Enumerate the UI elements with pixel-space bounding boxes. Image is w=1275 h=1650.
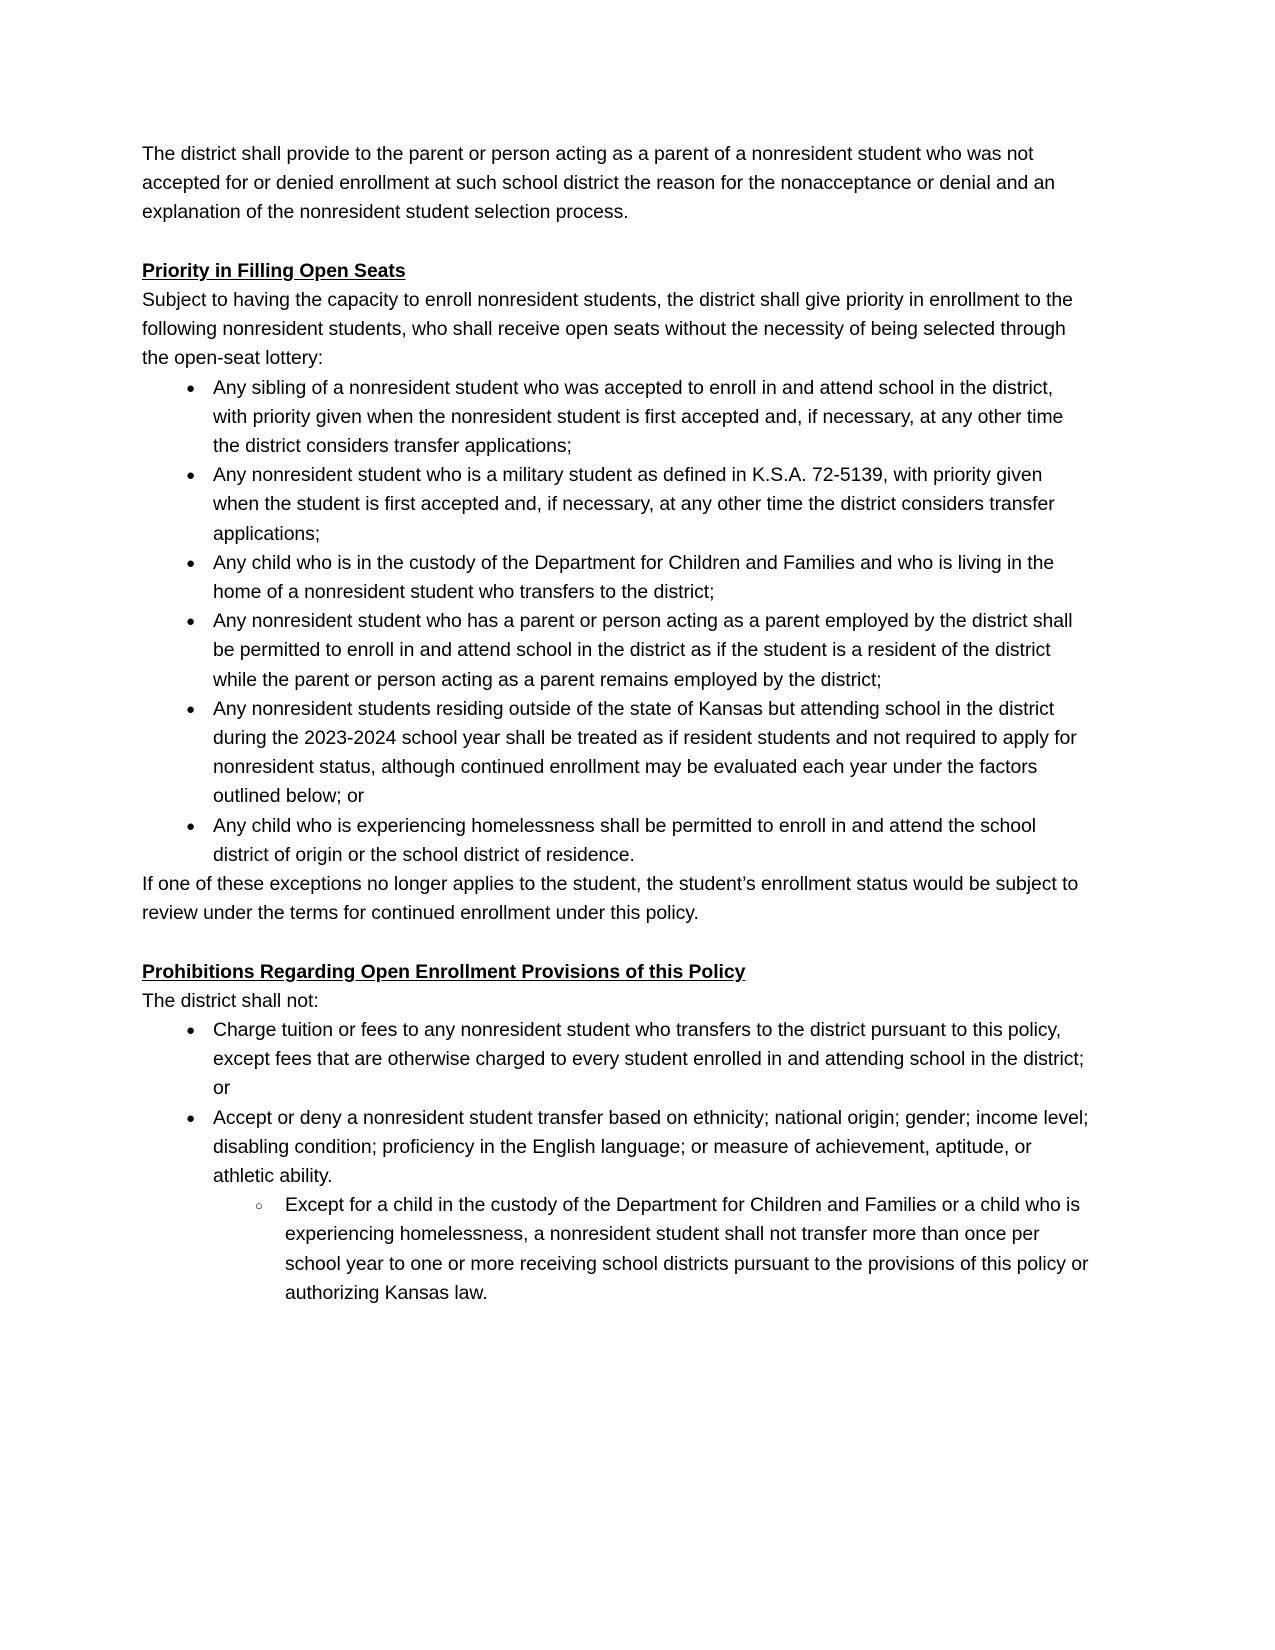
sub-list-item — [213, 1191, 1090, 1308]
paragraph-spacer-2 — [142, 928, 1090, 957]
list-item-text: Any child who is in the custody of the Department for Children and Families and who is living in the home of a nonresident student who transfers to the district; — [213, 551, 1055, 604]
list-item-text: Any nonresident student who has a parent or person acting as a parent employed by the district shall be permitted to enroll in and attend school in the district as if the student is a resident of the district while the parent or person acting as a parent remains employed by the district; — [213, 610, 1073, 691]
bullet-hollow-icon: ○ — [255, 1198, 263, 1214]
prohibitions-lead-paragraph: The district shall not: — [142, 989, 319, 1012]
bullet-filled-icon: ● — [186, 379, 196, 397]
list-item-text: Any nonresident student who is a military student as defined in K.S.A. 72-5139, with priority given when the student is first accepted and, if necessary, at any other time the district considers transfer applications; — [213, 464, 1055, 545]
intro-paragraph: The district shall provide to the parent or person acting as a parent of a nonresident student who was not accepted for or denied enrollment at such school district the reason for the nonacceptance or denial and an explanation of the nonresident student selection process. — [142, 143, 1056, 224]
bullet-filled-icon: ● — [186, 1109, 196, 1127]
priority-closing-paragraph: If one of these exceptions no longer applies to the student, the student’s enrollment status would be subject to review under the terms for continued enrollment under this policy. — [142, 873, 1079, 925]
list-item — [142, 695, 1090, 812]
list-item-text: Any child who is experiencing homelessness shall be permitted to enroll in and attend the school district of origin or the school district of residence. — [213, 814, 1037, 866]
section-heading-prohibitions: Prohibitions Regarding Open Enrollment Provisions of this Policy — [142, 960, 746, 983]
list-item — [142, 1016, 1090, 1104]
list-item-text: Any sibling of a nonresident student who was accepted to enroll in and attend school in the district, with priority given when the nonresident student is first accepted and, if necessary, at any other time the district considers transfer applications; — [213, 376, 1064, 458]
bullet-filled-icon: ● — [186, 817, 196, 835]
section-heading-priority: Priority in Filling Open Seats — [142, 259, 406, 282]
list-item — [142, 549, 1090, 607]
document-body — [142, 140, 1090, 1308]
prohibitions-sub-bullet-list — [213, 1191, 1090, 1308]
list-item-text: Any nonresident students residing outside of the state of Kansas but attending school in the district during the 2023-2024 school year shall be treated as if resident students and not required to apply for nonresident status, although continued enrollment may be evaluated each year under the factors outlined below; or — [213, 697, 1077, 808]
bullet-filled-icon: ● — [186, 467, 196, 485]
bullet-filled-icon: ● — [186, 700, 196, 718]
bullet-filled-icon: ● — [186, 1022, 196, 1040]
priority-bullet-list — [142, 374, 1090, 870]
bullet-filled-icon: ● — [186, 613, 196, 631]
list-item — [142, 374, 1090, 462]
list-item — [142, 461, 1090, 549]
sub-list-item-text: Except for a child in the custody of the Department for Children and Families or a child who is experiencing homelessness, a nonresident student shall not transfer more than once per school year to one or more receiving school districts pursuant to the provisions of this policy or authorizing Kansas law. — [285, 1194, 1089, 1304]
bullet-filled-icon: ● — [186, 554, 196, 572]
list-item — [142, 812, 1090, 870]
paragraph-spacer-1 — [142, 228, 1090, 257]
prohibitions-bullet-list — [142, 1016, 1090, 1308]
list-item — [142, 607, 1090, 695]
list-item-text: Accept or deny a nonresident student transfer based on ethnicity; national origin; gender; income level; disabling condition; proficiency in the English language; or measure of achievement, aptitude, or athletic ability. — [213, 1106, 1089, 1188]
priority-lead-paragraph: Subject to having the capacity to enroll nonresident students, the district shall give priority in enrollment to the following nonresident students, who shall receive open seats without the necessity of being selected through the open-seat lottery: — [142, 289, 1073, 370]
list-item-text: Charge tuition or fees to any nonresident student who transfers to the district pursuant to this policy, except fees that are otherwise charged to every student enrolled in and attending school in the district; or — [213, 1019, 1085, 1100]
list-item — [142, 1104, 1090, 1308]
